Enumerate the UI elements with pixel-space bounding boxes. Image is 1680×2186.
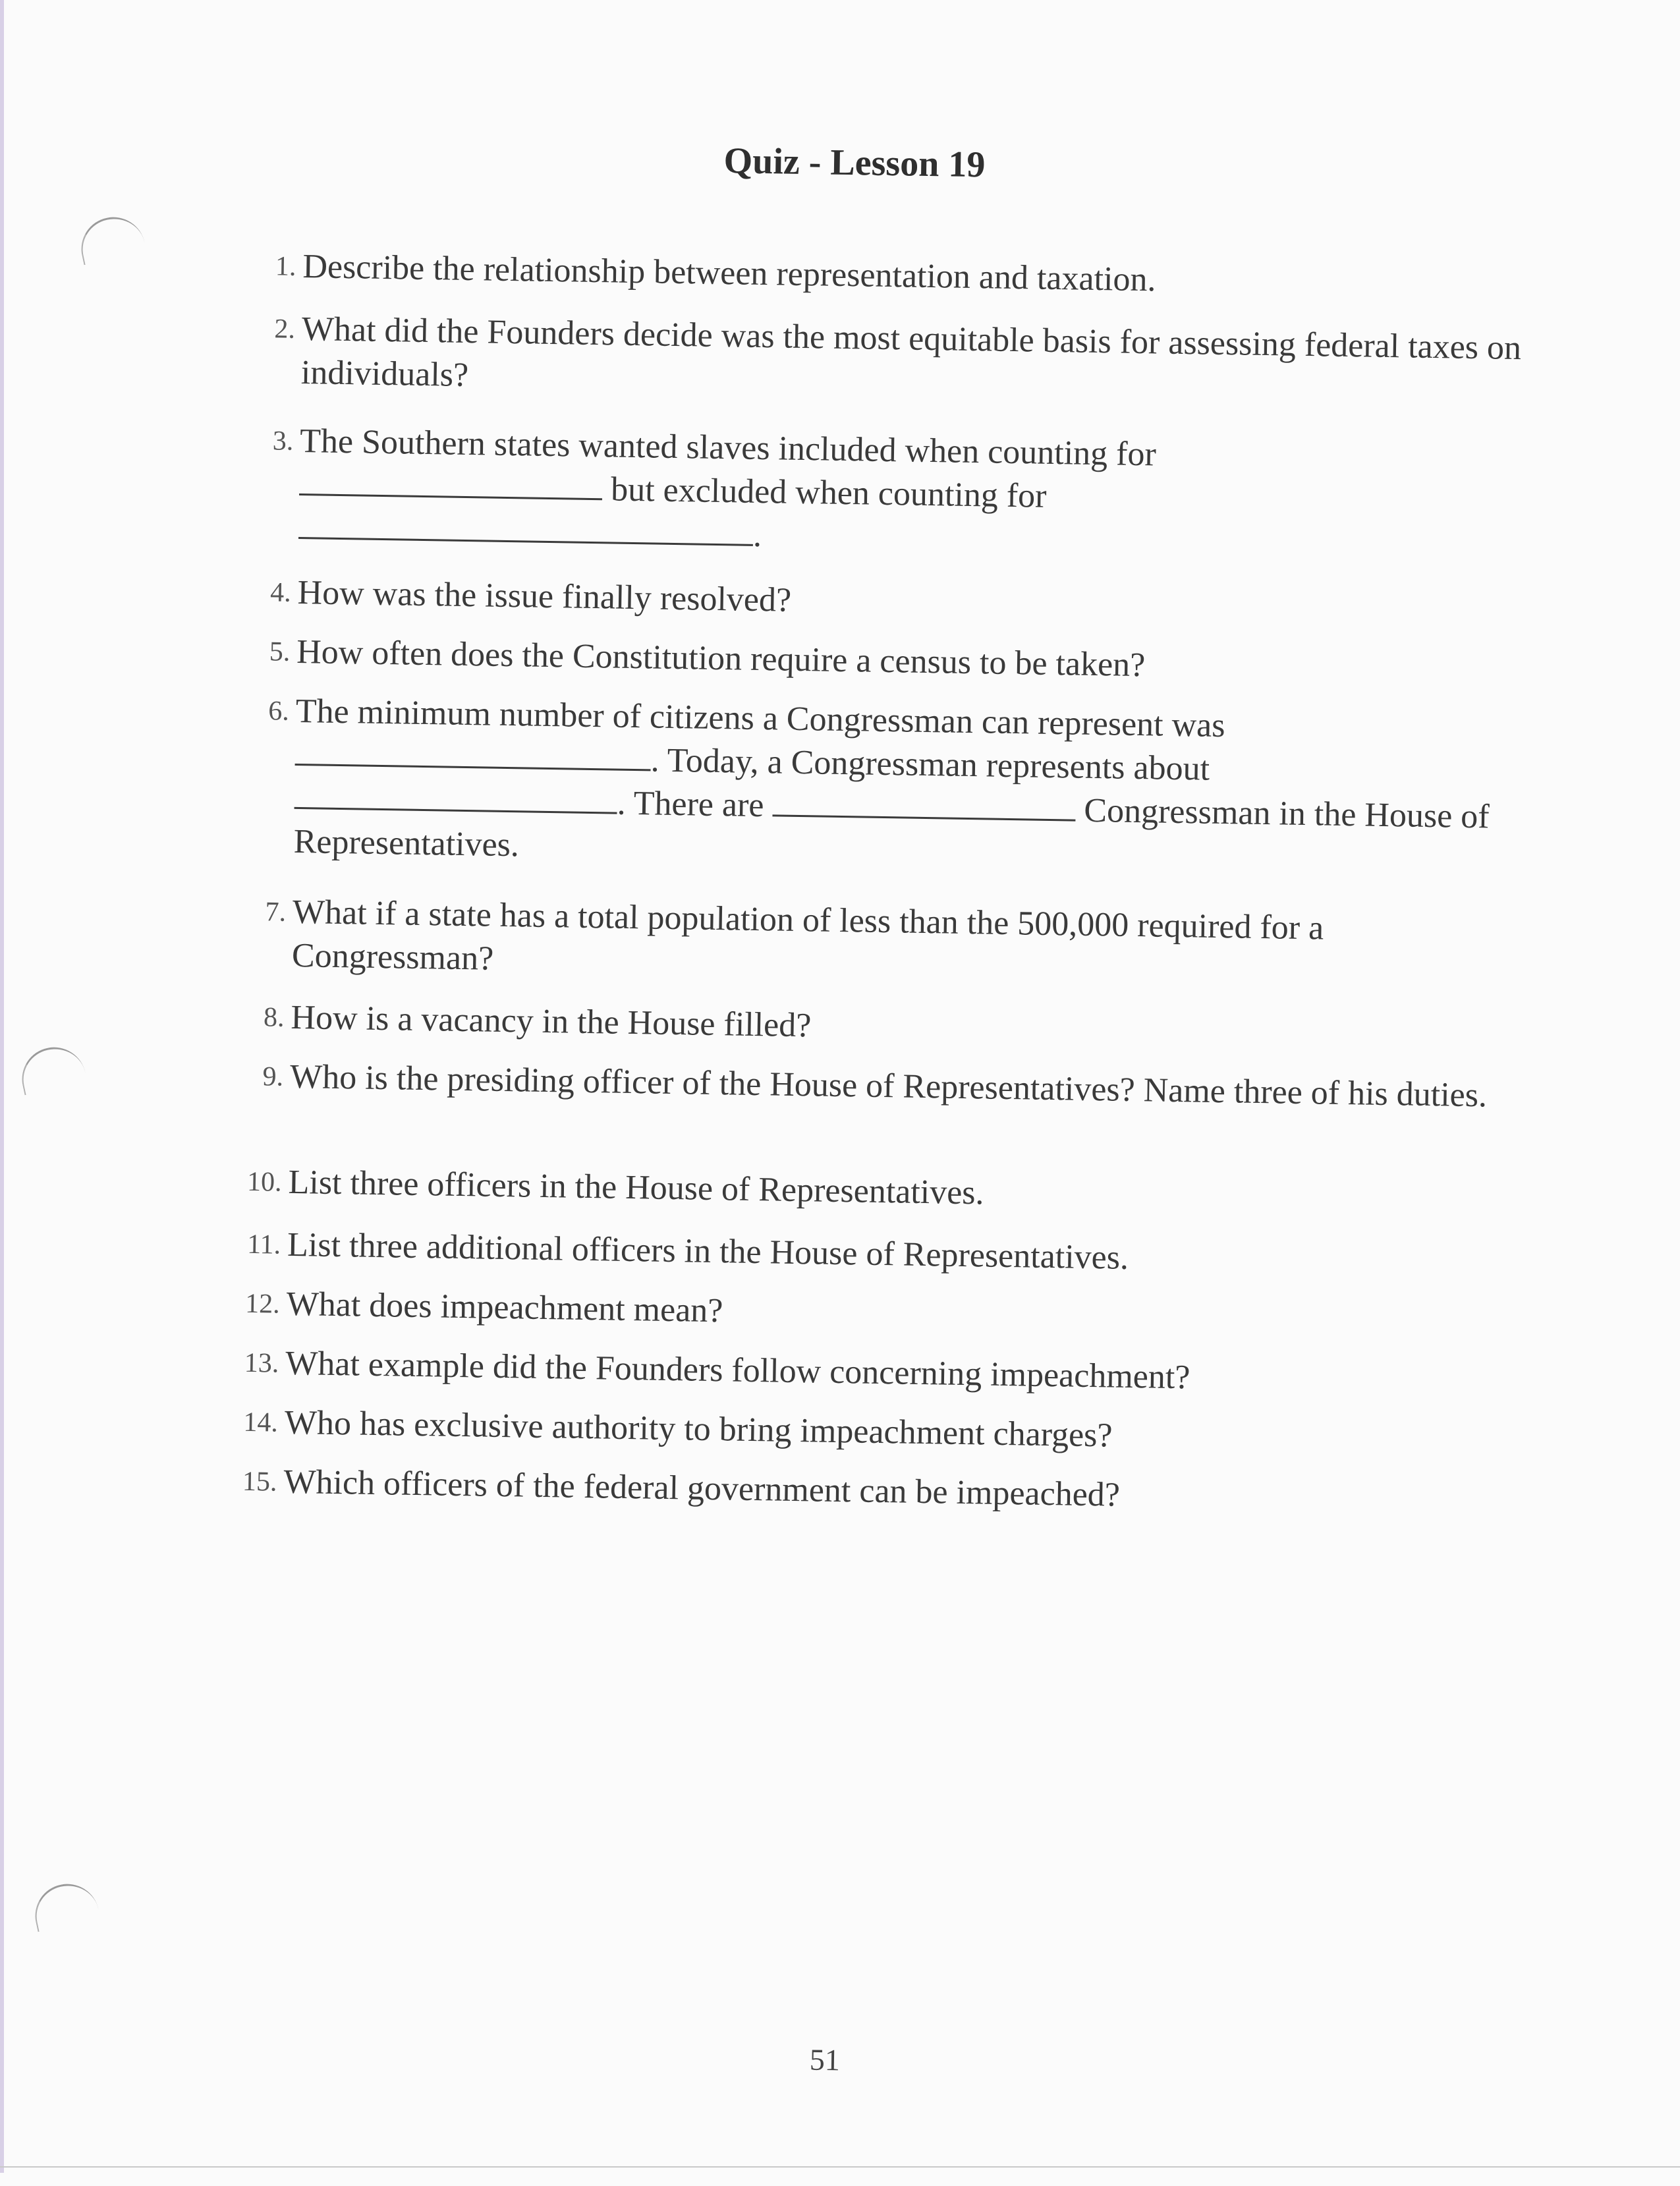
question-text-part: The Southern states wanted slaves included when counting for xyxy=(299,422,1157,474)
question-number: 6. xyxy=(267,696,290,727)
question-text: What example did the Founders follow concerning impeachment? xyxy=(285,1344,1190,1397)
answer-blank[interactable] xyxy=(772,785,1076,821)
question-text: Who is the presiding officer of the House of Representatives? Name three of his duties. xyxy=(289,1057,1488,1115)
question-number: 13. xyxy=(244,1347,279,1379)
question-number: 15. xyxy=(242,1466,277,1498)
question-text xyxy=(298,420,1526,569)
question-14 xyxy=(243,1401,1510,1464)
question-number: 10. xyxy=(246,1166,282,1198)
question-text: What does impeachment mean? xyxy=(286,1285,723,1330)
question-9 xyxy=(262,1055,1516,1118)
question-number: 3. xyxy=(272,426,294,457)
question-2 xyxy=(274,308,1527,414)
question-text: Describe the relationship between representation and taxation. xyxy=(302,248,1156,299)
question-number: 14. xyxy=(243,1407,279,1438)
question-number: 11. xyxy=(246,1229,281,1260)
question-6 xyxy=(267,690,1521,883)
answer-blank[interactable] xyxy=(294,778,618,814)
question-text-part: . There are xyxy=(617,784,764,825)
question-4 xyxy=(269,571,1523,634)
answer-blank[interactable] xyxy=(299,464,603,500)
question-number: 7. xyxy=(265,897,287,928)
question-text-part: Congressman in the House of Representatives. xyxy=(293,791,1490,864)
question-3 xyxy=(272,420,1526,569)
question-8 xyxy=(263,996,1517,1059)
question-text: How was the issue finally resolved? xyxy=(297,573,792,619)
question-11 xyxy=(246,1223,1513,1286)
question-text-part: . xyxy=(752,516,762,555)
question-13 xyxy=(244,1342,1511,1405)
question-text xyxy=(293,690,1521,883)
question-number: 8. xyxy=(263,1002,285,1033)
question-text: How often does the Constitution require a census to be taken? xyxy=(296,632,1146,685)
question-text: List three officers in the House of Representatives. xyxy=(288,1163,984,1212)
question-number: 2. xyxy=(274,314,296,345)
question-10 xyxy=(246,1161,1514,1223)
question-number: 12. xyxy=(244,1288,281,1320)
question-number: 1. xyxy=(275,251,296,282)
question-text: What if a state has a total population of less than the 500,000 required for a Congressman? xyxy=(291,893,1324,978)
page-title: Quiz - Lesson 19 xyxy=(723,140,986,186)
question-1 xyxy=(275,245,1528,308)
question-text-part: The minimum number of citizens a Congressman can represent was xyxy=(295,692,1225,745)
question-text: Who has exclusive authority to bring impeachment charges? xyxy=(284,1403,1113,1455)
question-number: 4. xyxy=(269,577,292,608)
answer-blank[interactable] xyxy=(295,735,652,771)
question-5 xyxy=(269,631,1523,693)
question-text: How is a vacancy in the House filled? xyxy=(291,998,812,1045)
question-text-part: . Today, a Congressman represents about xyxy=(650,741,1210,788)
question-12 xyxy=(244,1283,1512,1345)
question-7 xyxy=(265,891,1519,997)
question-text: What did the Founders decide was the most equitable basis for assessing federal taxes on individuals? xyxy=(300,310,1522,395)
answer-blank[interactable] xyxy=(298,508,754,546)
question-text-part: but excluded when counting for xyxy=(610,470,1047,515)
question-number: 9. xyxy=(262,1061,284,1092)
question-15 xyxy=(242,1461,1509,1523)
page-number: 51 xyxy=(809,2042,841,2077)
question-text: List three additional officers in the House of Representatives. xyxy=(287,1225,1129,1277)
question-text: Which officers of the federal government can be impeached? xyxy=(283,1463,1121,1514)
question-number: 5. xyxy=(269,636,291,667)
